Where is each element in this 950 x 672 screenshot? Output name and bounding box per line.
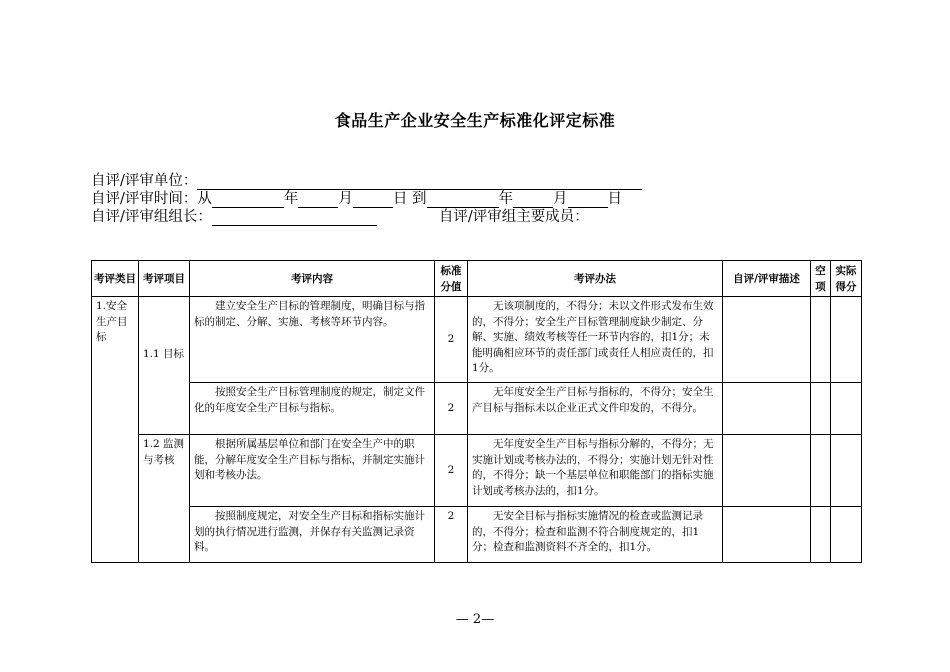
evaluation-table — [91, 260, 862, 563]
day-label: 日 — [392, 191, 408, 207]
from-year-blank[interactable] — [212, 192, 284, 208]
col-na: 空项 — [811, 261, 831, 297]
year-label-2: 年 — [498, 191, 513, 207]
self-eval-cell[interactable] — [723, 507, 811, 563]
item-cell: 1.2 监测与考核 — [139, 435, 190, 563]
self-eval-cell[interactable] — [723, 383, 811, 435]
table-row — [92, 435, 862, 507]
table-row — [92, 297, 862, 383]
col-self-eval: 自评/评审描述 — [723, 261, 811, 297]
table-row — [92, 383, 862, 435]
category-cell: 1.安全生产目标 — [92, 297, 139, 563]
na-cell[interactable] — [811, 383, 831, 435]
self-eval-cell[interactable] — [723, 435, 811, 507]
content-cell: 建立安全生产目标的管理制度，明确目标与指标的制定、分解、实施、考核等环节内容。 — [190, 297, 435, 383]
score-cell: 2 — [435, 435, 468, 507]
day-label-2: 日 — [607, 191, 622, 207]
score-cell: 2 — [435, 507, 468, 563]
members-label: 自评/评审组主要成员： — [438, 209, 589, 225]
table-header-row — [92, 261, 862, 297]
actual-score-cell[interactable] — [831, 383, 862, 435]
na-cell[interactable] — [811, 507, 831, 563]
page-number: — 2— — [455, 612, 495, 627]
method-cell: 无安全目标与指标实施情况的检查或监测记录的，不得分；检查和监测不符合制度规定的，扣1分；检查和监测资料不齐全的，扣1分。 — [468, 507, 723, 563]
header-time-row — [91, 190, 622, 208]
col-score: 标准分值 — [435, 261, 468, 297]
actual-score-cell[interactable] — [831, 297, 862, 383]
table-row — [92, 507, 862, 563]
actual-score-cell[interactable] — [831, 507, 862, 563]
content-cell: 按照制度规定，对安全生产目标和指标实施计划的执行情况进行监测，并保存有关监测记录资料。 — [190, 507, 435, 563]
col-category: 考评类目 — [92, 261, 139, 297]
col-content: 考评内容 — [190, 261, 435, 297]
document-title: 食品生产企业安全生产标准化评定标准 — [334, 111, 616, 130]
to-month-blank[interactable] — [513, 192, 553, 208]
item-text: 1.1 目标 — [143, 348, 185, 360]
from-day-blank[interactable] — [353, 192, 393, 208]
method-cell: 无年度安全生产目标与指标的，不得分；安全生产目标与指标未以企业正式文件印发的，不得分。 — [468, 383, 723, 435]
na-cell[interactable] — [811, 435, 831, 507]
to-label: 到 — [412, 191, 427, 207]
content-cell: 按照安全生产目标管理制度的规定，制定文件化的年度安全生产目标与指标。 — [190, 383, 435, 435]
col-method: 考评办法 — [468, 261, 723, 297]
header-unit-row — [91, 172, 642, 190]
leader-label: 自评/评审组组长： — [91, 209, 212, 225]
col-actual-score: 实际得分 — [831, 261, 862, 297]
score-cell: 2 — [435, 297, 468, 383]
unit-label: 自评/评审单位： — [91, 173, 198, 189]
method-cell: 无年度安全生产目标与指标分解的，不得分；无实施计划或考核办法的，不得分；实施计划无针对性的，不得分；缺一个基层单位和职能部门的指标实施计划或考核办法的，扣1分。 — [468, 435, 723, 507]
from-month-blank[interactable] — [298, 192, 338, 208]
leader-blank[interactable] — [212, 210, 377, 226]
score-cell: 2 — [435, 383, 468, 435]
col-item: 考评项目 — [139, 261, 190, 297]
content-cell: 根据所属基层单位和部门在安全生产中的职能，分解年度安全生产目标与指标，并制定实施计划和考核办法。 — [190, 435, 435, 507]
time-label: 自评/评审时间：从 — [91, 191, 212, 207]
na-cell[interactable] — [811, 297, 831, 383]
to-year-blank[interactable] — [427, 192, 499, 208]
month-label-2: 月 — [553, 191, 568, 207]
item-cell — [139, 297, 190, 435]
header-leader-row — [91, 208, 589, 226]
method-cell: 无该项制度的，不得分；未以文件形式发布生效的，不得分；安全生产目标管理制度缺少制定、分解、实施、绩效考核等任一环节内容的，扣1分；未能明确相应环节的责任部门或责任人相应责任的，扣1分。 — [468, 297, 723, 383]
year-label: 年 — [283, 191, 299, 207]
to-day-blank[interactable] — [568, 192, 608, 208]
unit-blank[interactable] — [197, 174, 642, 190]
month-label: 月 — [338, 191, 353, 207]
actual-score-cell[interactable] — [831, 435, 862, 507]
self-eval-cell[interactable] — [723, 297, 811, 383]
